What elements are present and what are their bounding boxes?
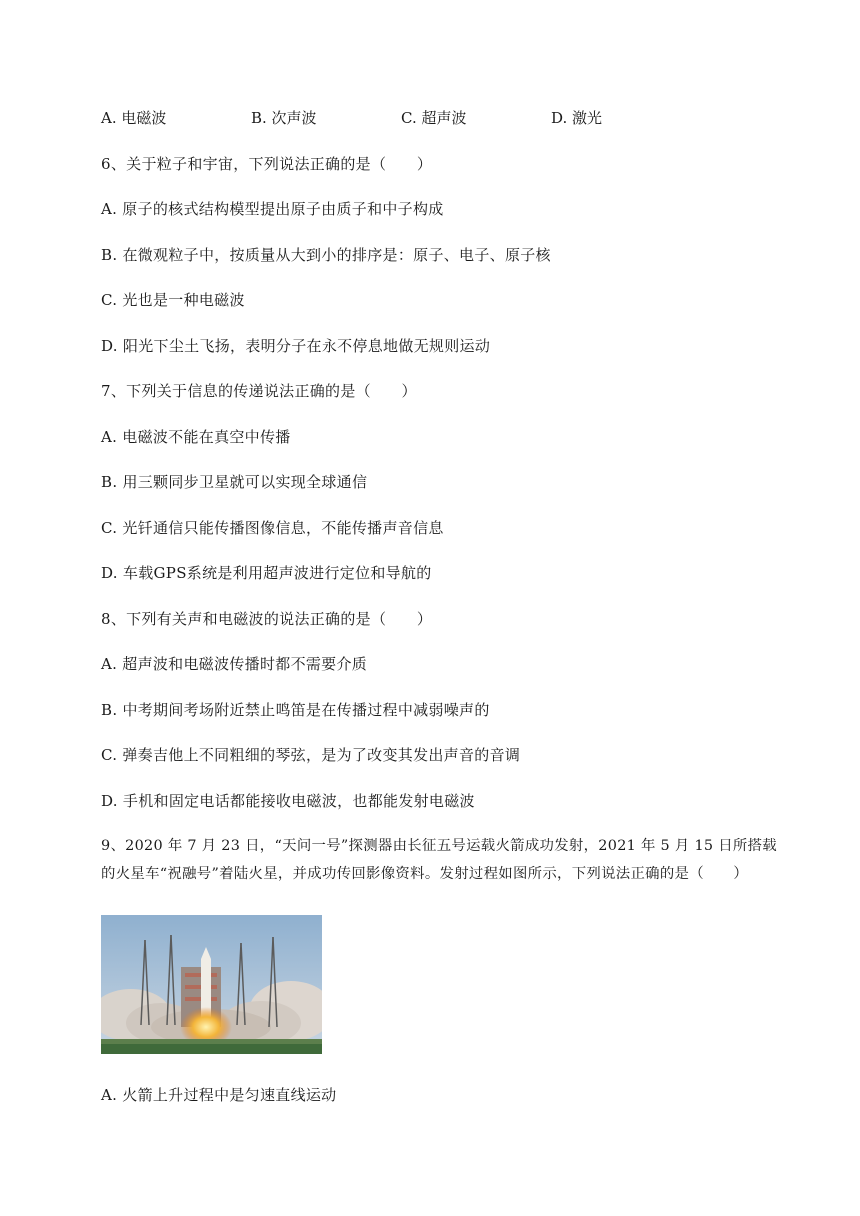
q7-stem: 7、下列关于信息的传递说法正确的是（ ） — [101, 382, 417, 400]
q5-option-c: C. 超声波 — [401, 109, 467, 127]
q6-option-d: D. 阳光下尘土飞扬，表明分子在永不停息地做无规则运动 — [101, 337, 491, 355]
q7-option-a: A. 电磁波不能在真空中传播 — [101, 428, 291, 446]
q8-option-c: C. 弹奏吉他上不同粗细的琴弦，是为了改变其发出声音的音调 — [101, 746, 521, 764]
q9-stem-line1: 9、2020 年 7 月 23 日，“天问一号”探测器由长征五号运载火箭成功发射，2021 年 5 月 15 日所搭载 — [101, 838, 777, 854]
q8-stem: 8、下列有关声和电磁波的说法正确的是（ ） — [101, 610, 433, 628]
q7-option-c: C. 光钎通信只能传播图像信息，不能传播声音信息 — [101, 519, 444, 537]
q8-option-d: D. 手机和固定电话都能接收电磁波，也都能发射电磁波 — [101, 792, 475, 810]
q8-option-a: A. 超声波和电磁波传播时都不需要介质 — [101, 655, 368, 673]
q7-option-d: D. 车载GPS系统是利用超声波进行定位和导航的 — [101, 564, 432, 582]
q5-option-a: A. 电磁波 — [101, 109, 167, 127]
q5-option-b: B. 次声波 — [251, 109, 317, 127]
q7-option-b: B. 用三颗同步卫星就可以实现全球通信 — [101, 473, 368, 491]
q6-option-c: C. 光也是一种电磁波 — [101, 291, 245, 309]
q5-option-d: D. 激光 — [551, 109, 603, 127]
q8-option-b: B. 中考期间考场附近禁止鸣笛是在传播过程中减弱噪声的 — [101, 701, 490, 719]
q5-options-row — [101, 108, 741, 128]
q6-stem: 6、关于粒子和宇宙，下列说法正确的是（ ） — [101, 155, 433, 173]
q9-option-a: A. 火箭上升过程中是匀速直线运动 — [101, 1086, 337, 1104]
q6-option-a: A. 原子的核式结构模型提出原子由质子和中子构成 — [101, 200, 444, 218]
q9-stem-line2: 的火星车“祝融号”着陆火星，并成功传回影像资料。发射过程如图所示，下列说法正确的是（ ） — [101, 866, 749, 882]
q6-option-b: B. 在微观粒子中，按质量从大到小的排序是：原子、电子、原子核 — [101, 246, 551, 264]
rocket-launch-photo — [101, 915, 322, 1054]
